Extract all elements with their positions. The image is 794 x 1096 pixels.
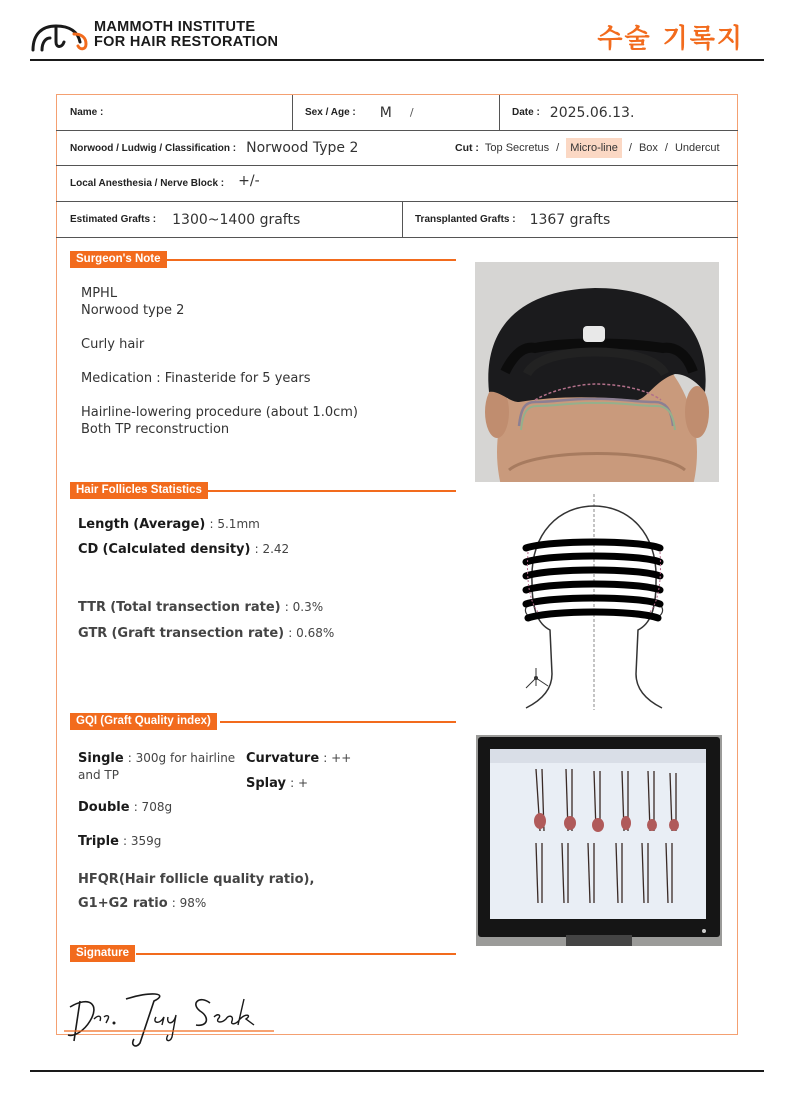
gqi-double-label: Double xyxy=(78,800,130,815)
page-header xyxy=(30,14,764,62)
institute-logo-text xyxy=(94,20,278,50)
gqi-hfqr-label: HFQR(Hair follicle quality ratio), xyxy=(78,872,315,887)
estimated-grafts-value[interactable]: 1300~1400 grafts xyxy=(172,211,301,228)
anesthesia-value[interactable]: +/- xyxy=(238,172,260,189)
donor-area-diagram xyxy=(510,492,680,712)
stat-gtr-value: : 0.68% xyxy=(288,626,335,640)
note-line: Medication : Finasteride for 5 years xyxy=(81,371,311,386)
gqi-splay-label: Splay xyxy=(246,776,286,791)
stat-ttr-paren: (Total transection rate) xyxy=(110,600,281,615)
note-spacer xyxy=(81,353,461,370)
stat-cd-paren: (Calculated density) xyxy=(102,542,251,557)
stat-cd-label: CD xyxy=(78,542,99,557)
stat-length-value: : 5.1mm xyxy=(209,517,260,531)
patient-hairline-photo xyxy=(475,262,719,482)
surgeons-note-title: Surgeon's Note xyxy=(70,251,167,268)
row1-divider-2 xyxy=(499,95,500,130)
anesthesia-cell xyxy=(70,166,260,201)
section-rule xyxy=(166,259,456,261)
gqi-triple xyxy=(78,834,161,849)
stat-gtr xyxy=(78,626,334,641)
gqi-splay xyxy=(246,776,308,791)
form-row-grafts xyxy=(56,202,738,238)
anesthesia-label: Local Anesthesia / Nerve Block : xyxy=(70,178,225,189)
estimated-grafts-cell xyxy=(70,202,300,237)
form-row-anesthesia xyxy=(56,166,738,202)
gqi-curvature xyxy=(246,751,351,766)
note-line: Curly hair xyxy=(81,337,145,352)
gqi-single-label: Single xyxy=(78,751,124,766)
section-rule xyxy=(208,490,456,492)
stat-ttr-label: TTR xyxy=(78,600,107,615)
name-cell xyxy=(70,95,111,130)
patient-head-image xyxy=(475,262,719,482)
date-value[interactable]: 2025.06.13. xyxy=(549,104,635,121)
signature-title: Signature xyxy=(70,945,135,962)
cut-separator: / xyxy=(664,142,668,154)
note-line: Hairline-lowering procedure (about 1.0cm) xyxy=(81,405,358,420)
note-line: Both TP reconstruction xyxy=(81,422,230,437)
gqi-splay-value: : + xyxy=(290,776,309,790)
cut-label: Cut : xyxy=(455,142,479,154)
cut-option-undercut[interactable]: Undercut xyxy=(674,142,720,154)
logo-line-2: FOR HAIR RESTORATION xyxy=(94,34,279,50)
row4-divider xyxy=(402,202,403,237)
note-spacer xyxy=(81,387,461,404)
graft-monitor-photo xyxy=(476,735,722,946)
signature-image xyxy=(60,985,280,1050)
doctor-signature xyxy=(60,985,280,1050)
age-separator: / xyxy=(409,106,414,119)
gqi-hfqr xyxy=(78,872,314,887)
section-rule xyxy=(220,721,456,723)
cut-separator: / xyxy=(628,142,632,154)
section-rule xyxy=(136,953,456,955)
stat-cd xyxy=(78,542,289,557)
transplanted-grafts-cell xyxy=(415,202,610,237)
gqi-triple-label: Triple xyxy=(78,834,119,849)
gqi-triple-value: : 359g xyxy=(123,834,162,848)
form-row-patient xyxy=(56,95,738,131)
gqi-single-value-2: and TP xyxy=(78,768,119,782)
stat-gtr-paren: (Graft transection rate) xyxy=(111,626,285,641)
classification-cell xyxy=(70,131,358,165)
stat-length xyxy=(78,517,260,532)
note-line: Norwood type 2 xyxy=(81,303,185,318)
footer-divider xyxy=(30,1070,764,1072)
cut-cell xyxy=(455,131,720,165)
head-back-diagram xyxy=(510,492,680,712)
sex-value[interactable]: M xyxy=(379,104,392,121)
sex-age-label: Sex / Age : xyxy=(305,107,356,118)
stat-ttr-value: : 0.3% xyxy=(284,600,324,614)
gqi-g1g2-value: : 98% xyxy=(171,896,207,910)
classification-label: Norwood / Ludwig / Classification : xyxy=(70,142,237,154)
stat-ttr xyxy=(78,600,323,615)
form-row-classification xyxy=(56,131,738,166)
stat-length-paren: (Average) xyxy=(133,517,206,532)
gqi-curvature-label: Curvature xyxy=(246,751,320,766)
gqi-double xyxy=(78,800,172,815)
date-label: Date : xyxy=(512,107,540,118)
name-label: Name : xyxy=(70,107,104,118)
gqi-double-value: : 708g xyxy=(133,800,173,814)
surgeons-note-body xyxy=(81,285,461,438)
gqi-curvature-value: : ++ xyxy=(323,751,352,765)
stat-gtr-label: GTR xyxy=(78,626,108,641)
cut-option-top-secretus[interactable]: Top Secretus xyxy=(484,142,550,154)
cut-separator: / xyxy=(556,142,560,154)
follicle-stats-title: Hair Follicles Statistics xyxy=(70,482,208,499)
transplanted-grafts-label: Transplanted Grafts : xyxy=(415,214,516,225)
cut-option-box[interactable]: Box xyxy=(638,142,658,154)
mammoth-logo-icon xyxy=(30,20,90,52)
logo-line-1: MAMMOTH INSTITUTE xyxy=(94,19,256,35)
stat-cd-value: : 2.42 xyxy=(254,542,290,556)
sex-age-cell xyxy=(305,95,422,130)
gqi-g1g2-label: G1+G2 ratio xyxy=(78,896,168,911)
classification-value[interactable]: Norwood Type 2 xyxy=(246,140,359,156)
row1-divider-1 xyxy=(292,95,293,130)
date-cell xyxy=(512,95,634,130)
gqi-single xyxy=(78,750,235,784)
stat-length-label: Length xyxy=(78,517,130,532)
transplanted-grafts-value[interactable]: 1367 grafts xyxy=(529,211,611,228)
gqi-single-value: : 300g for hairline xyxy=(127,751,236,765)
gqi-g1g2 xyxy=(78,896,206,911)
note-line: MPHL xyxy=(81,286,118,301)
estimated-grafts-label: Estimated Grafts : xyxy=(70,214,157,225)
header-divider xyxy=(30,59,764,61)
document-title: 수술 기록지 xyxy=(597,24,744,54)
note-spacer xyxy=(81,319,461,336)
gqi-title: GQI (Graft Quality index) xyxy=(70,713,217,730)
graft-samples-image xyxy=(476,735,722,946)
cut-option-micro-line-selected[interactable]: Micro-line xyxy=(566,138,622,158)
